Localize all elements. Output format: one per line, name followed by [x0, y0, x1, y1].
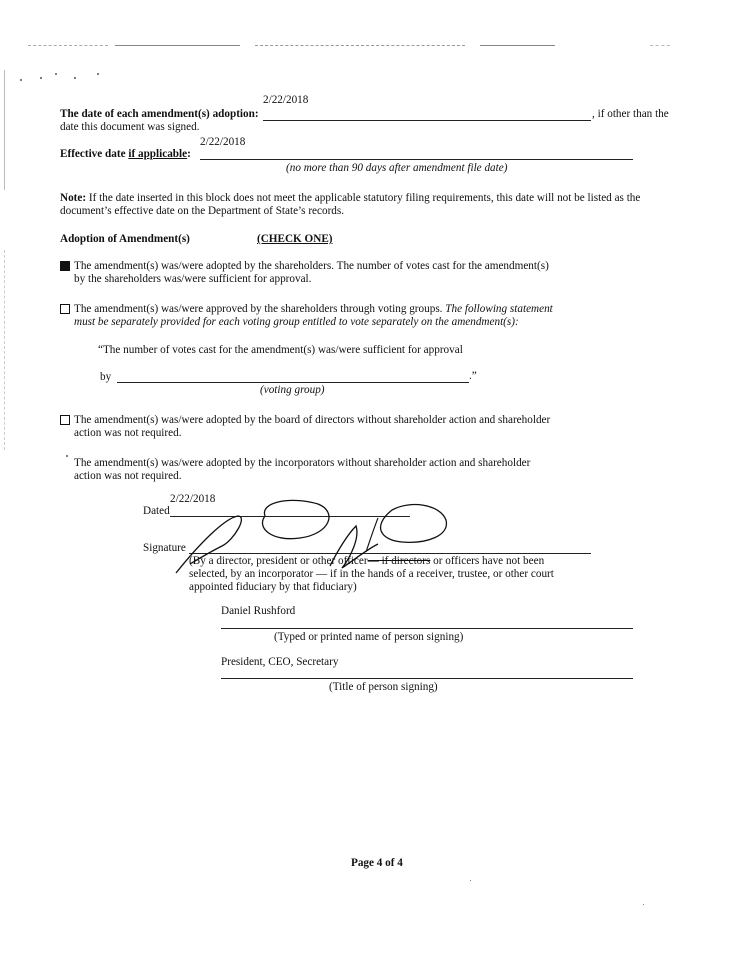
left-edge-mark [4, 250, 5, 450]
signer-name-caption: (Typed or printed name of person signing) [274, 631, 464, 643]
signature-instruction-line2: selected, by an incorporator — if in the hands of a receiver, trustee, or other court [189, 568, 554, 580]
scan-speck [74, 77, 76, 79]
effective-date-label-qualifier: if applicable [128, 148, 188, 160]
option-incorporators-checkbox[interactable] [66, 455, 68, 457]
effective-date-label [60, 148, 191, 160]
scan-speck [55, 73, 57, 75]
option-shareholders-checkbox[interactable] [60, 261, 70, 271]
signer-title-line [221, 678, 633, 679]
voting-group-caption: (voting group) [260, 384, 325, 396]
scan-speck [470, 880, 471, 881]
option-voting-groups-checkbox[interactable] [60, 304, 70, 314]
option-incorporators-line2: action was not required. [74, 470, 182, 482]
scan-artifact-line [115, 45, 240, 46]
effective-date-note: (no more than 90 days after amendment file date) [286, 162, 508, 174]
voting-quote: “The number of votes cast for the amendment(s) was/were sufficient for approval [98, 344, 463, 356]
statutory-note [60, 192, 678, 218]
scan-speck [20, 79, 22, 81]
option-shareholders-line1: The amendment(s) was/were adopted by the shareholders. The number of votes cast for the amendment(s) [74, 260, 549, 272]
scan-speck [97, 73, 99, 75]
signature-instruction-line1 [189, 555, 544, 567]
signer-name-line [221, 628, 633, 629]
scan-speck [643, 904, 644, 905]
scan-artifact-line [480, 45, 555, 46]
signature-label: Signature [143, 542, 186, 554]
option-board-checkbox[interactable] [60, 415, 70, 425]
option-board-line1: The amendment(s) was/were adopted by the board of directors without shareholder action and shareholder [74, 414, 551, 426]
adoption-date-suffix: , if other than the [592, 108, 669, 120]
adoption-date-continuation: date this document was signed. [60, 121, 200, 133]
option-voting-groups-line1-italic: The following statement [445, 303, 553, 315]
adoption-heading: Adoption of Amendment(s) [60, 233, 190, 245]
option-voting-groups-line1 [74, 303, 553, 315]
signature-instruction-1a: (By a director, president or other officer [189, 555, 368, 567]
signer-title-caption: (Title of person signing) [329, 681, 438, 693]
effective-date-label-colon: : [187, 148, 191, 160]
scan-artifact-line [255, 45, 465, 46]
adoption-date-label: The date of each amendment(s) adoption: [60, 108, 259, 120]
signature-instruction-1c: or officers have not been [430, 555, 545, 567]
signer-name-value: Daniel Rushford [221, 605, 296, 617]
voting-by-label: by [100, 371, 112, 383]
dated-value: 2/22/2018 [170, 493, 216, 505]
signature-instruction-line3: appointed fiduciary by that fiduciary) [189, 581, 357, 593]
left-edge-mark [4, 70, 5, 190]
dated-label: Dated [143, 505, 170, 517]
signer-title-value: President, CEO, Secretary [221, 656, 339, 668]
effective-date-line [200, 159, 633, 160]
option-voting-groups-line2: must be separately provided for each voting group entitled to vote separately on the amendment(s): [74, 316, 519, 328]
statutory-note-text: If the date inserted in this block does not meet the applicable statutory filing requirements, this date will not be listed as the document’s effective date on the Department of State’s records. [60, 192, 641, 217]
scan-artifact-line [650, 45, 670, 46]
effective-date-label-text: Effective date [60, 148, 126, 160]
scan-artifact-line [28, 45, 108, 46]
adoption-date-value: 2/22/2018 [263, 94, 309, 106]
check-one-label: (CHECK ONE) [257, 233, 333, 245]
signature-instruction-1b: — if directors [367, 555, 431, 567]
statutory-note-label: Note: [60, 192, 87, 204]
effective-date-value: 2/22/2018 [200, 136, 246, 148]
adoption-date-line [263, 120, 591, 121]
option-board-line2: action was not required. [74, 427, 182, 439]
scan-speck [40, 77, 42, 79]
voting-group-line [117, 382, 469, 383]
page-number: Page 4 of 4 [351, 857, 403, 869]
option-voting-groups-line1-text: The amendment(s) was/were approved by the shareholders through voting groups. [74, 303, 443, 315]
option-incorporators-line1: The amendment(s) was/were adopted by the incorporators without shareholder action and shareholder [74, 457, 531, 469]
voting-end-quote: .” [469, 370, 477, 382]
option-shareholders-line2: by the shareholders was/were sufficient for approval. [74, 273, 312, 285]
